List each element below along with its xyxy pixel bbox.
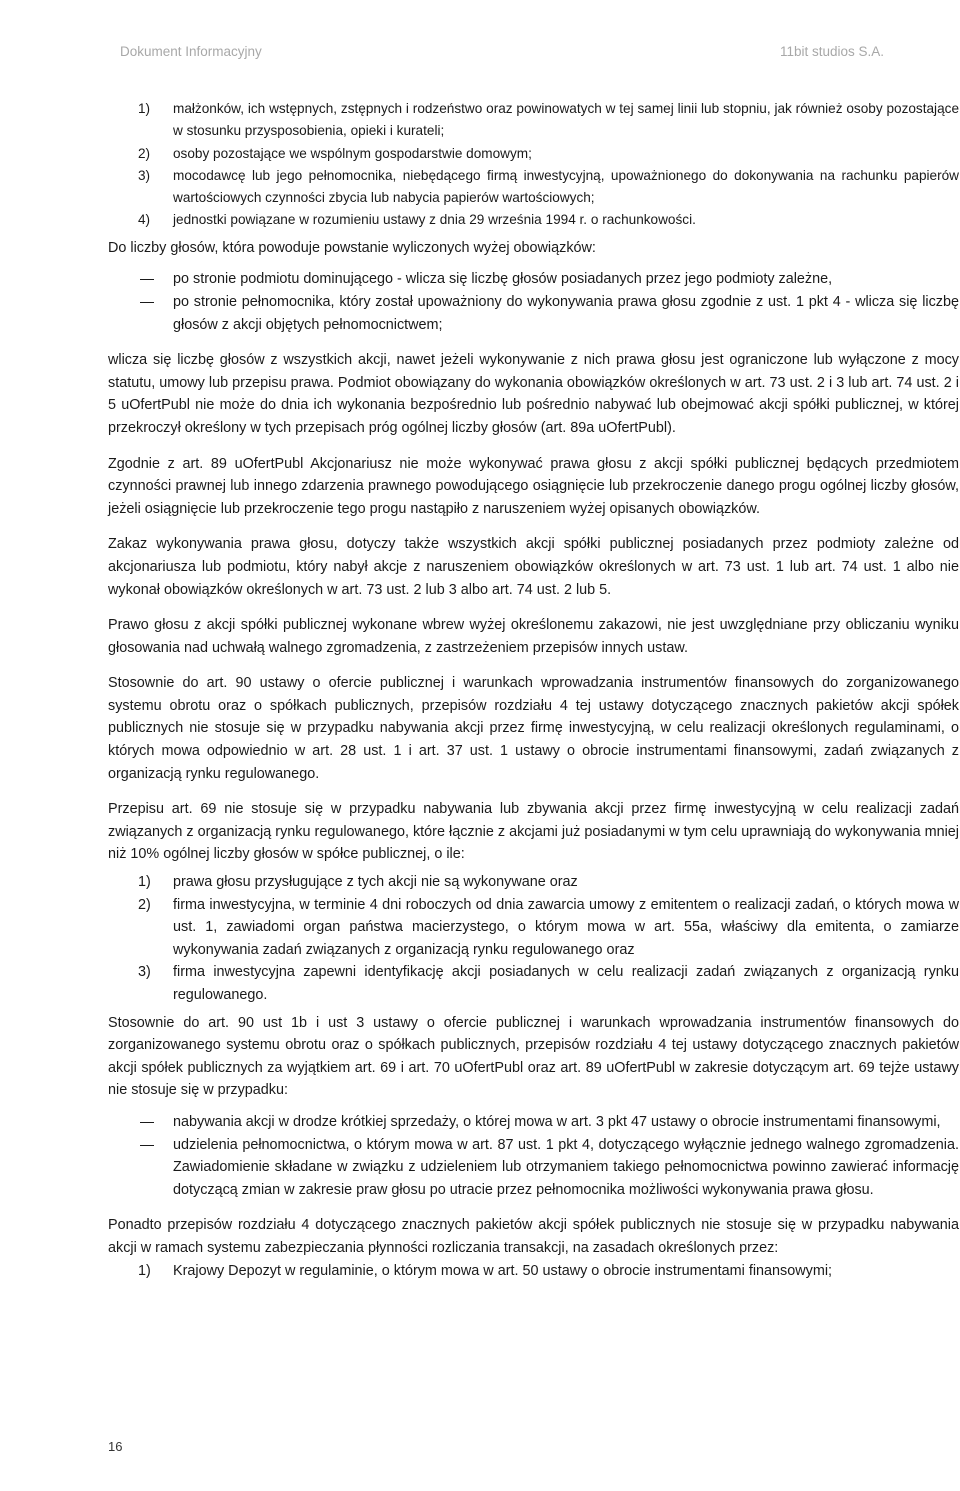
list-item: udzielenia pełnomocnictwa, o którym mowa w art. 87 ust. 1 pkt 4, dotyczącego wyłącznie jednego walnego zgromadzenia. Zawiadomienie składane w związku z udzieleniem lub otrzymaniem takiego pełnomocnictwa powinno zawierać informację dotyczącą zmian w zakresie praw głosu po utracie przez pełnomocnika możliwości wykonywania prawa głosu. — [108, 1134, 959, 1202]
document-body — [108, 98, 959, 1282]
paragraph-przepisu-art-69: Przepisu art. 69 nie stosuje się w przypadku nabywania lub zbywania akcji przez firmę inwestycyjną w celu realizacji zadań związanych z organizacją rynku regulowanego, które łącznie z akcjami już posiadanymi w tym celu uprawniają do wykonywania mniej niż 10% ogólnej liczby głosów w spółce publicznej, o ile: — [108, 801, 959, 863]
paragraph-zakaz: Zakaz wykonywania prawa głosu, dotyczy także wszystkich akcji spółki publicznej posiadanych przez podmioty zależne od akcjonariusza lub podmiotu, który nabył akcje z naruszeniem obowiązków określonych w art. 73 ust. 1 lub art. 74 ust. 1 albo nie wykonał obowiązków określonych w art. 73 ust. 2 lub 3 albo art. 74 ust. 2 lub 5. — [108, 536, 959, 598]
page-number: 16 — [108, 1439, 123, 1454]
list-item: 2) firma inwestycyjna, w terminie 4 dni roboczych od dnia zawarcia umowy z emitentem o realizacji zadań, o których mowa w ust. 1, zawiadomi organ państwa macierzystego, o którym mowa w art. 55a, właściwy dla emitenta, o zamiarze wykonywania zadań związanych z organizacją rynku regulowanego oraz — [138, 896, 959, 958]
paragraph-zgodnie: Zgodnie z art. 89 uOfertPubl Akcjonariusz nie może wykonywać prawa głosu z akcji spółki publicznej będących przedmiotem czynności prawnej lub innego zdarzenia prawnego powodującego osiągnięcie lub przekroczenie danego progu ogólnej liczby głosów, jeżeli osiągnięcie lub przekroczenie tego progu nastąpiło z naruszeniem wyżej opisanych obowiązków. — [108, 455, 959, 517]
dash-bullet — [140, 1122, 154, 1123]
paragraph-ponadto: Ponadto przepisów rozdziału 4 dotyczącego znacznych pakietów akcji spółek publicznych nie stosuje się w przypadku nabywania akcji w ramach systemu zabezpieczania płynności rozliczania transakcji, na zasadach określonych przez: — [108, 1217, 959, 1256]
header-document-title: Dokument Informacyjny — [120, 44, 262, 59]
paragraph-prawo-glosu: Prawo głosu z akcji spółki publicznej wykonane wbrew wyżej określonemu zakazowi, nie jest uwzględniane przy obliczaniu wyniku głosowania nad uchwałą walnego zgromadzenia, z zastrzeżeniem przepisów innych ustaw. — [108, 617, 959, 656]
dash-bullet — [140, 1145, 154, 1146]
list-item: po stronie podmiotu dominującego - wlicza się liczbę głosów posiadanych przez jego podmioty zależne, — [108, 268, 959, 291]
list-item: po stronie pełnomocnika, który został upoważniony do wykonywania prawa głosu zgodnie z ust. 1 pkt 4 - wlicza się liczbę głosów z akcji objętych pełnomocnictwem; — [108, 291, 959, 336]
header-company-name: 11bit studios S.A. — [779, 44, 884, 59]
list-item: 1) małżonków, ich wstępnych, zstępnych i rodzeństwo oraz powinowatych w tej samej linii lub stopniu, jak również osoby pozostające w stosunku przysposobienia, opieki i kurateli; — [138, 101, 959, 139]
page-header — [120, 44, 884, 66]
list-item: 1) Krajowy Depozyt w regulaminie, o którym mowa w art. 50 ustawy o obrocie instrumentami finansowymi; — [138, 1262, 833, 1279]
dash-bullet — [140, 302, 154, 303]
list-item: nabywania akcji w drodze krótkiej sprzedaży, o której mowa w art. 3 pkt 47 ustawy o obrocie instrumentami finansowymi, — [108, 1111, 959, 1134]
list-item: 3) mocodawcę lub jego pełnomocnika, niebędącego firmą inwestycyjną, upoważnionego do dokonywania na rachunku papierów wartościowych czynności zbycia lub nabycia papierów wartościowych; — [138, 167, 959, 206]
list-item: 3) firma inwestycyjna zapewni identyfikację akcji posiadanych w celu realizacji zadań związanych z organizacją rynku regulowanego. — [138, 964, 959, 1003]
paragraph-stosownie-art-90: Stosownie do art. 90 ustawy o ofercie publicznej i warunkach wprowadzania instrumentów finansowych do zorganizowanego systemu obrotu oraz o spółkach publicznych, przepisów rozdziału 4 tej ustawy dotyczącego znacznych pakietów akcji spółek publicznych nie stosuje się w przypadku nabywania akcji przez firmę inwestycyjną, w celu realizacji określonych regulaminami, o których mowa odpowiednio w art. 28 ust. 1 i art. 37 ust. 1 ustawy o obrocie instrumentami finansowymi, zadań związanych z organizacją rynku regulowanego. — [108, 675, 959, 782]
numbered-list-clearing — [108, 1260, 959, 1283]
numbered-list-conditions — [108, 871, 959, 1007]
list-item: 4) jednostki powiązane w rozumieniu ustawy z dnia 29 września 1994 r. o rachunkowości. — [138, 212, 696, 228]
list-item: 1) prawa głosu przysługujące z tych akcji nie są wykonywane oraz — [138, 874, 578, 891]
paragraph-stosownie-art-90-1b: Stosownie do art. 90 ust 1b i ust 3 ustawy o ofercie publicznej i warunkach wprowadzania instrumentów finansowych do zorganizowanego systemu obrotu oraz o spółkach publicznych, przepisów rozdziału 4 tej ustawy dotyczącego znacznych pakietów akcji spółek publicznych za wyjątkiem art. 69 i art. 70 uOfertPubl oraz art. 89 uOfertPubl w zakresie dotyczącym art. 69 tejże ustawy nie stosuje się w przypadku: — [108, 1014, 959, 1099]
paragraph-votes-intro: Do liczby głosów, która powoduje powstanie wyliczonych wyżej obowiązków: — [108, 239, 596, 256]
list-item: 2) osoby pozostające we wspólnym gospodarstwie domowym; — [138, 145, 532, 161]
dash-list-exceptions — [108, 1111, 959, 1201]
paragraph-wlicza: wlicza się liczbę głosów z wszystkich akcji, nawet jeżeli wykonywanie z nich prawa głosu jest ograniczone lub wyłączone z mocy statutu, umowy lub przepisu prawa. Podmiot obowiązany do wykonania obowiązków określonych w art. 73 ust. 2 i 3 lub art. 74 ust. 2 i 5 uOfertPubl nie może do dnia ich wykonania bezpośrednio lub pośrednio nabywać lub obejmować akcji spółki publicznej, w której przekroczył określony w tych przepisach próg ogólnej liczby głosów (art. 89a uOfertPubl). — [108, 352, 959, 436]
numbered-list-related-persons — [108, 98, 959, 232]
dash-list-vote-counting — [108, 268, 959, 336]
dash-bullet — [140, 279, 154, 280]
